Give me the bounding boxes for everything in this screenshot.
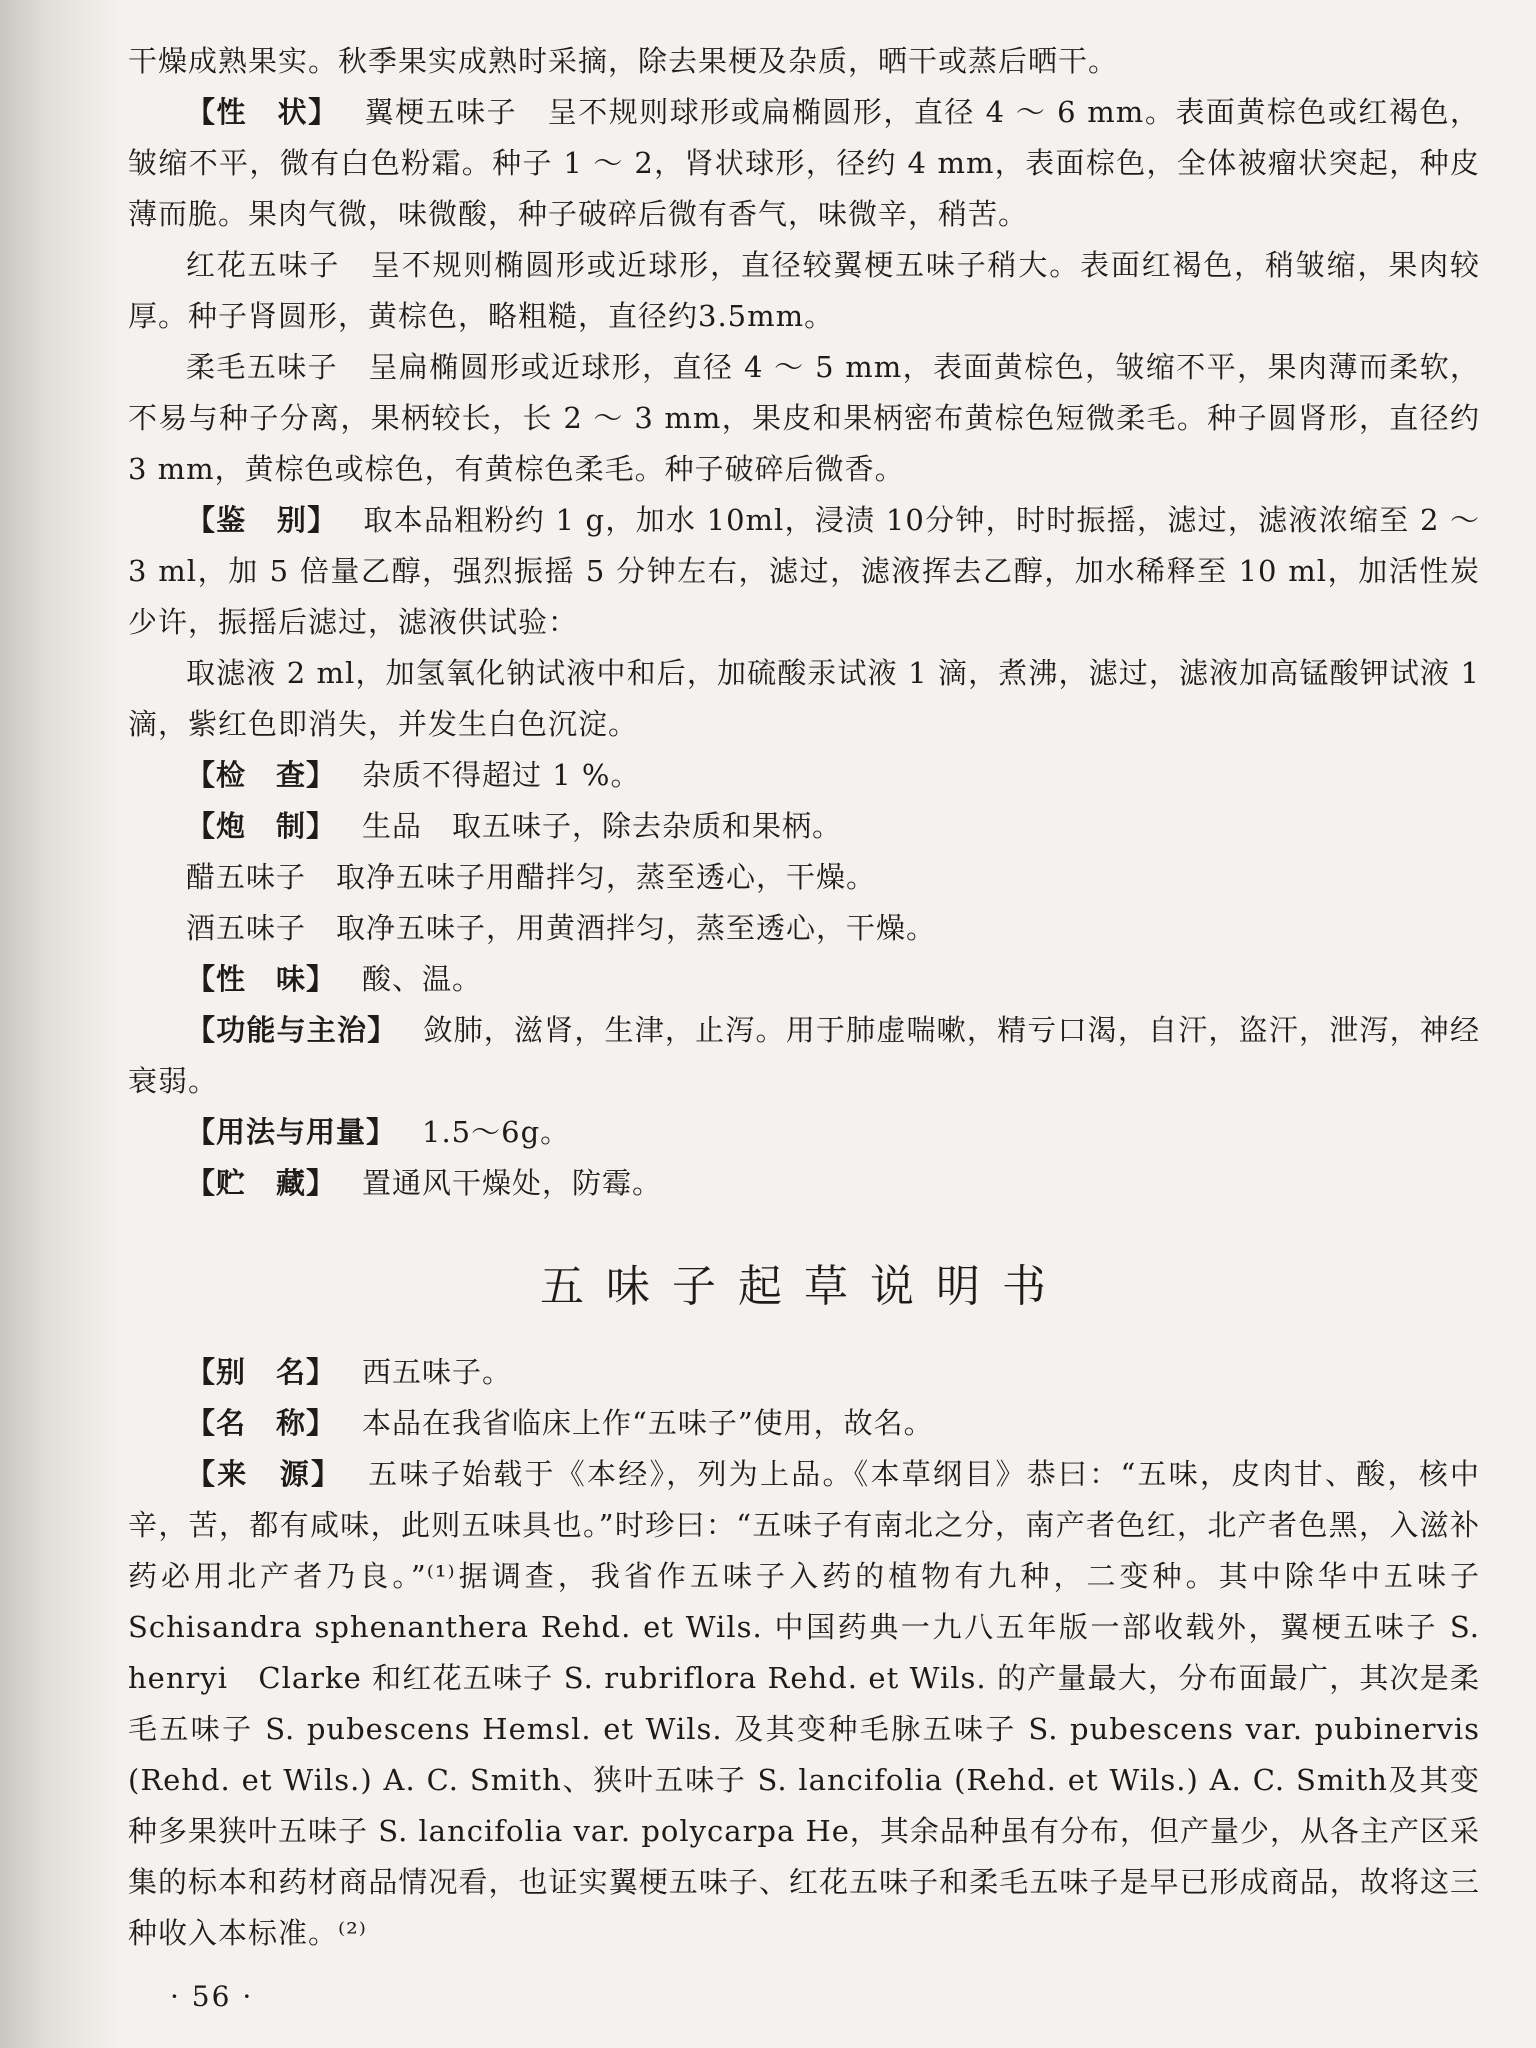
text-taste: 酸、温。	[362, 962, 483, 996]
paragraph-processing-3: 酒五味子 取净五味子，用黄酒拌匀，蒸至透心，干燥。	[186, 911, 937, 945]
paragraph-characteristics-1	[128, 87, 1480, 240]
paragraph-storage	[128, 1158, 1480, 1209]
binding-shadow	[0, 0, 120, 2048]
text-function: 敛肺，滋肾，生津，止泻。用于肺虚喘嗽，精亏口渴，自汗，盗汗，泄泻，神经衰弱。	[128, 1013, 1480, 1098]
text-identification-1: 取本品粗粉约 1 g，加水 10ml，浸渍 10分钟，时时振摇，滤过，滤液浓缩至 2 ～ 3 ml，加 5 倍量乙醇，强烈振摇 5 分钟左右，滤过，滤液挥去乙醇，加水稀释至 10 ml，加活性炭少许，振摇后滤过，滤液供试验：	[128, 503, 1480, 639]
section-head-identification: 【鉴 别】	[186, 503, 338, 537]
document-page	[128, 36, 1480, 1959]
section-head-characteristics: 【性 状】	[186, 95, 339, 129]
paragraph-harvest: 干燥成熟果实。秋季果实成熟时采摘，除去果梗及杂质，晒干或蒸后晒干。	[128, 44, 1119, 78]
page-number: · 56 ·	[170, 1980, 254, 2013]
section-head-taste: 【性 味】	[186, 962, 337, 996]
paragraph-taste	[128, 954, 1480, 1005]
section-head-name: 【名 称】	[186, 1406, 337, 1440]
text-alias: 西五味子。	[362, 1355, 513, 1389]
paragraph-check	[128, 750, 1480, 801]
text-processing-1: 生品 取五味子，除去杂质和果柄。	[362, 809, 843, 843]
paragraph-dosage	[128, 1107, 1480, 1158]
section-head-alias: 【别 名】	[186, 1355, 337, 1389]
text-name: 本品在我省临床上作“五味子”使用，故名。	[362, 1406, 934, 1440]
paragraph-name	[128, 1398, 1480, 1449]
section-head-function: 【功能与主治】	[186, 1013, 398, 1047]
paragraph-function	[128, 1005, 1480, 1107]
text-storage: 置通风干燥处，防霉。	[362, 1166, 663, 1200]
text-check: 杂质不得超过 1 %。	[362, 758, 641, 792]
paragraph-characteristics-3: 柔毛五味子 呈扁椭圆形或近球形，直径 4 ～ 5 mm，表面黄棕色，皱缩不平，果肉薄而柔软，不易与种子分离，果柄较长，长 2 ～ 3 mm，果皮和果柄密布黄棕色短微柔毛。种子圆肾形，直径约 3 mm，黄棕色或棕色，有黄棕色柔毛。种子破碎后微香。	[128, 350, 1480, 486]
section-head-dosage: 【用法与用量】	[186, 1115, 397, 1149]
section-head-check: 【检 查】	[186, 758, 337, 792]
paragraph-alias	[128, 1347, 1480, 1398]
paragraph-identification-1	[128, 495, 1480, 648]
text-dosage: 1.5～6g。	[422, 1115, 571, 1149]
section-head-source: 【来 源】	[186, 1457, 343, 1491]
section-title: 五味子起草说明书	[540, 1261, 1068, 1312]
paragraph-identification-2: 取滤液 2 ml，加氢氧化钠试液中和后，加硫酸汞试液 1 滴，煮沸，滤过，滤液加高锰酸钾试液 1 滴，紫红色即消失，并发生白色沉淀。	[128, 656, 1480, 741]
paragraph-characteristics-2: 红花五味子 呈不规则椭圆形或近球形，直径较翼梗五味子稍大。表面红褐色，稍皱缩，果肉较厚。种子肾圆形，黄棕色，略粗糙，直径约3.5mm。	[128, 248, 1480, 333]
paragraph-source	[128, 1449, 1480, 1959]
paragraph-processing-2: 醋五味子 取净五味子用醋拌匀，蒸至透心，干燥。	[186, 860, 877, 894]
section-head-storage: 【贮 藏】	[186, 1166, 337, 1200]
text-characteristics-1: 翼梗五味子 呈不规则球形或扁椭圆形，直径 4 ～ 6 mm。表面黄棕色或红褐色，皱缩不平，微有白色粉霜。种子 1 ～ 2，肾状球形，径约 4 mm，表面棕色，全体被瘤状突起，种皮薄而脆。果肉气微，味微酸，种子破碎后微有香气，味微辛，稍苦。	[128, 95, 1480, 231]
text-source: 五味子始载于《本经》，列为上品。《本草纲目》恭曰：“五味，皮肉甘、酸，核中辛，苦，都有咸味，此则五味具也。”时珍曰：“五味子有南北之分，南产者色红，北产者色黑，入滋补药必用北产者乃良。”⁽¹⁾据调查，我省作五味子入药的植物有九种，二变种。其中除华中五味子 Schisandra sphenanthera Rehd. et Wils. 中国药典一九八五年版一部收载外，翼梗五味子 S. henryi Clarke 和红花五味子 S. rubriflora Rehd. et Wils. 的产量最大，分布面最广，其次是柔毛五味子 S. pubescens Hemsl. et Wils. 及其变种毛脉五味子 S. pubescens var. pubinervis (Rehd. et Wils.) A. C. Smith、狭叶五味子 S. lancifolia (Rehd. et Wils.) A. C. Smith及其变种多果狭叶五味子 S. lancifolia var. polycarpa He，其余品种虽有分布，但产量少，从各主产区采集的标本和药材商品情况看，也证实翼梗五味子、红花五味子和柔毛五味子是早已形成商品，故将这三种收入本标准。⁽²⁾	[128, 1457, 1480, 1950]
paragraph-processing-1	[128, 801, 1480, 852]
section-head-processing: 【炮 制】	[186, 809, 337, 843]
